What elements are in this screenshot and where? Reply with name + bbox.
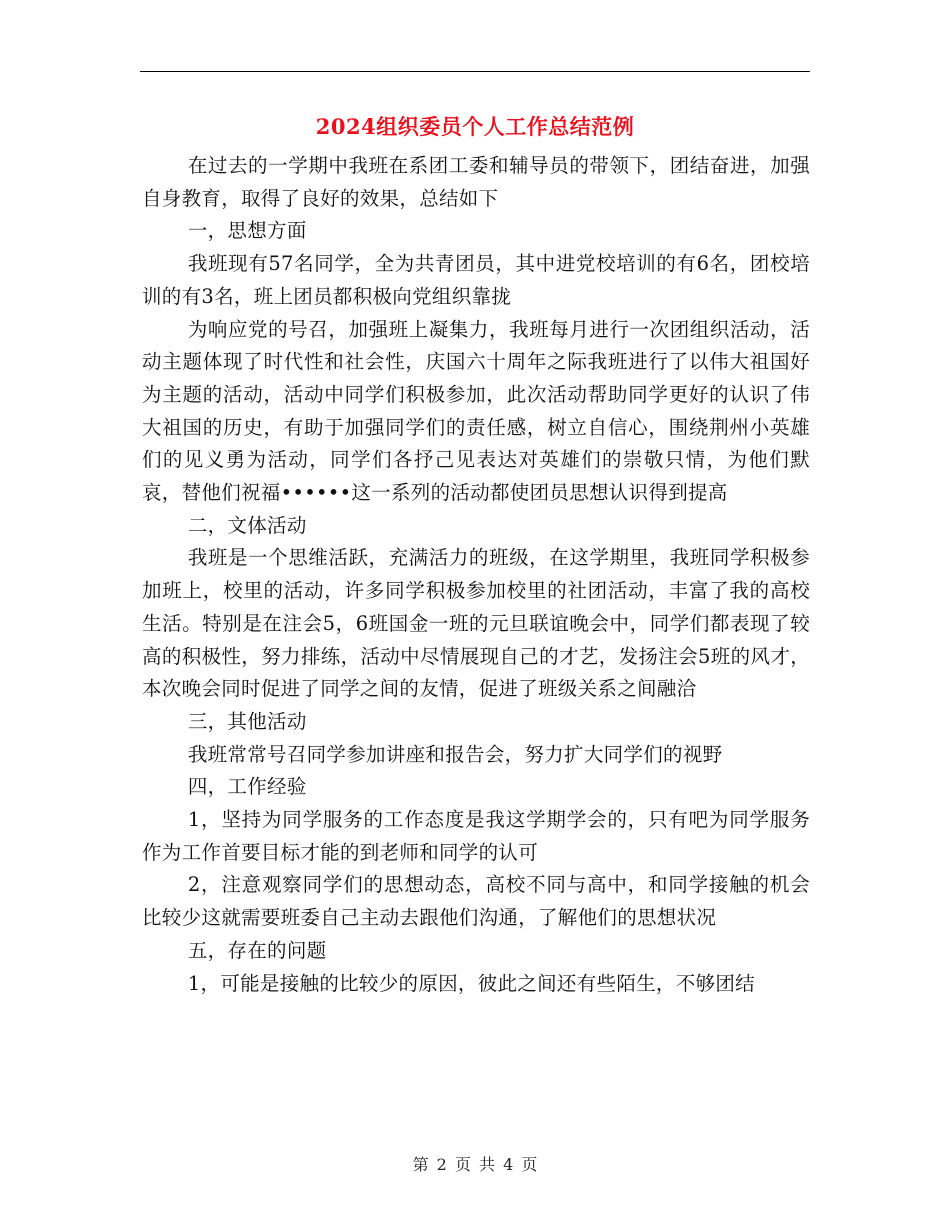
section-heading-experience: 四，工作经验 — [187, 775, 307, 799]
section-heading-other-activities: 三，其他活动 — [187, 709, 307, 733]
header-rule — [140, 71, 810, 72]
paragraph-activities: 为响应党的号召，加强班上凝集力，我班每月进行一次团组织活动，活动主题体现了时代性和社会性，庆国六十周年之际我班进行了以伟大祖国好为主题的活动，活动中同学们积极参加，此次活动帮助同学更好的认识了伟大祖国的历史，有助于加强同学们的责任感，树立自信心，围绕荆州小英雄们的见义勇为活动，同学们各抒己见表达对英雄们的崇敬只情，为他们默哀，替他们祝福••••••这一系列的活动都使团员思想认识得到提高 — [142, 317, 810, 505]
paragraph-experience-2: 2，注意观察同学们的思想动态，高校不同与高中，和同学接触的机会比较少这就需要班委自己主动去跟他们沟通，了解他们的思想状况 — [142, 873, 810, 930]
paragraph-other-activities: 我班常常号召同学参加讲座和报告会，努力扩大同学们的视野 — [187, 742, 723, 766]
document-title: 2024组织委员个人工作总结范例 — [315, 114, 635, 139]
paragraph-experience-1: 1，坚持为同学服务的工作态度是我这学期学会的，只有吧为同学服务作为工作首要目标才能的到老师和同学的认可 — [142, 808, 810, 864]
paragraph-members: 我班现有57名同学，全为共青团员，其中进党校培训的有6名，团校培训的有3名，班上团员都积极向党组织靠拢 — [142, 252, 810, 308]
document-body — [142, 150, 810, 1000]
page-number: 第 2 页 共 4 页 — [412, 1155, 538, 1174]
section-heading-problems: 五，存在的问题 — [187, 938, 327, 962]
paragraph-problems-1: 1，可能是接触的比较少的原因，彼此之间还有些陌生，不够团结 — [187, 971, 755, 995]
paragraph-intro: 在过去的一学期中我班在系团工委和辅导员的带领下，团结奋进，加强自身教育，取得了良好的效果，总结如下 — [142, 154, 810, 210]
paragraph-culture-sports: 我班是一个思维活跃，充满活力的班级，在这学期里，我班同学积极参加班上，校里的活动，许多同学积极参加校里的社团活动，丰富了我的高校生活。特别是在注会5，6班国金一班的元旦联谊晚会中，同学们都表现了较高的积极性，努力排练，活动中尽情展现自己的才艺，发扬注会5班的风才，本次晚会同时促进了同学之间的友情，促进了班级关系之间融洽 — [142, 546, 810, 701]
section-heading-thought: 一，思想方面 — [187, 219, 307, 243]
section-heading-culture-sports: 二，文体活动 — [187, 513, 307, 537]
